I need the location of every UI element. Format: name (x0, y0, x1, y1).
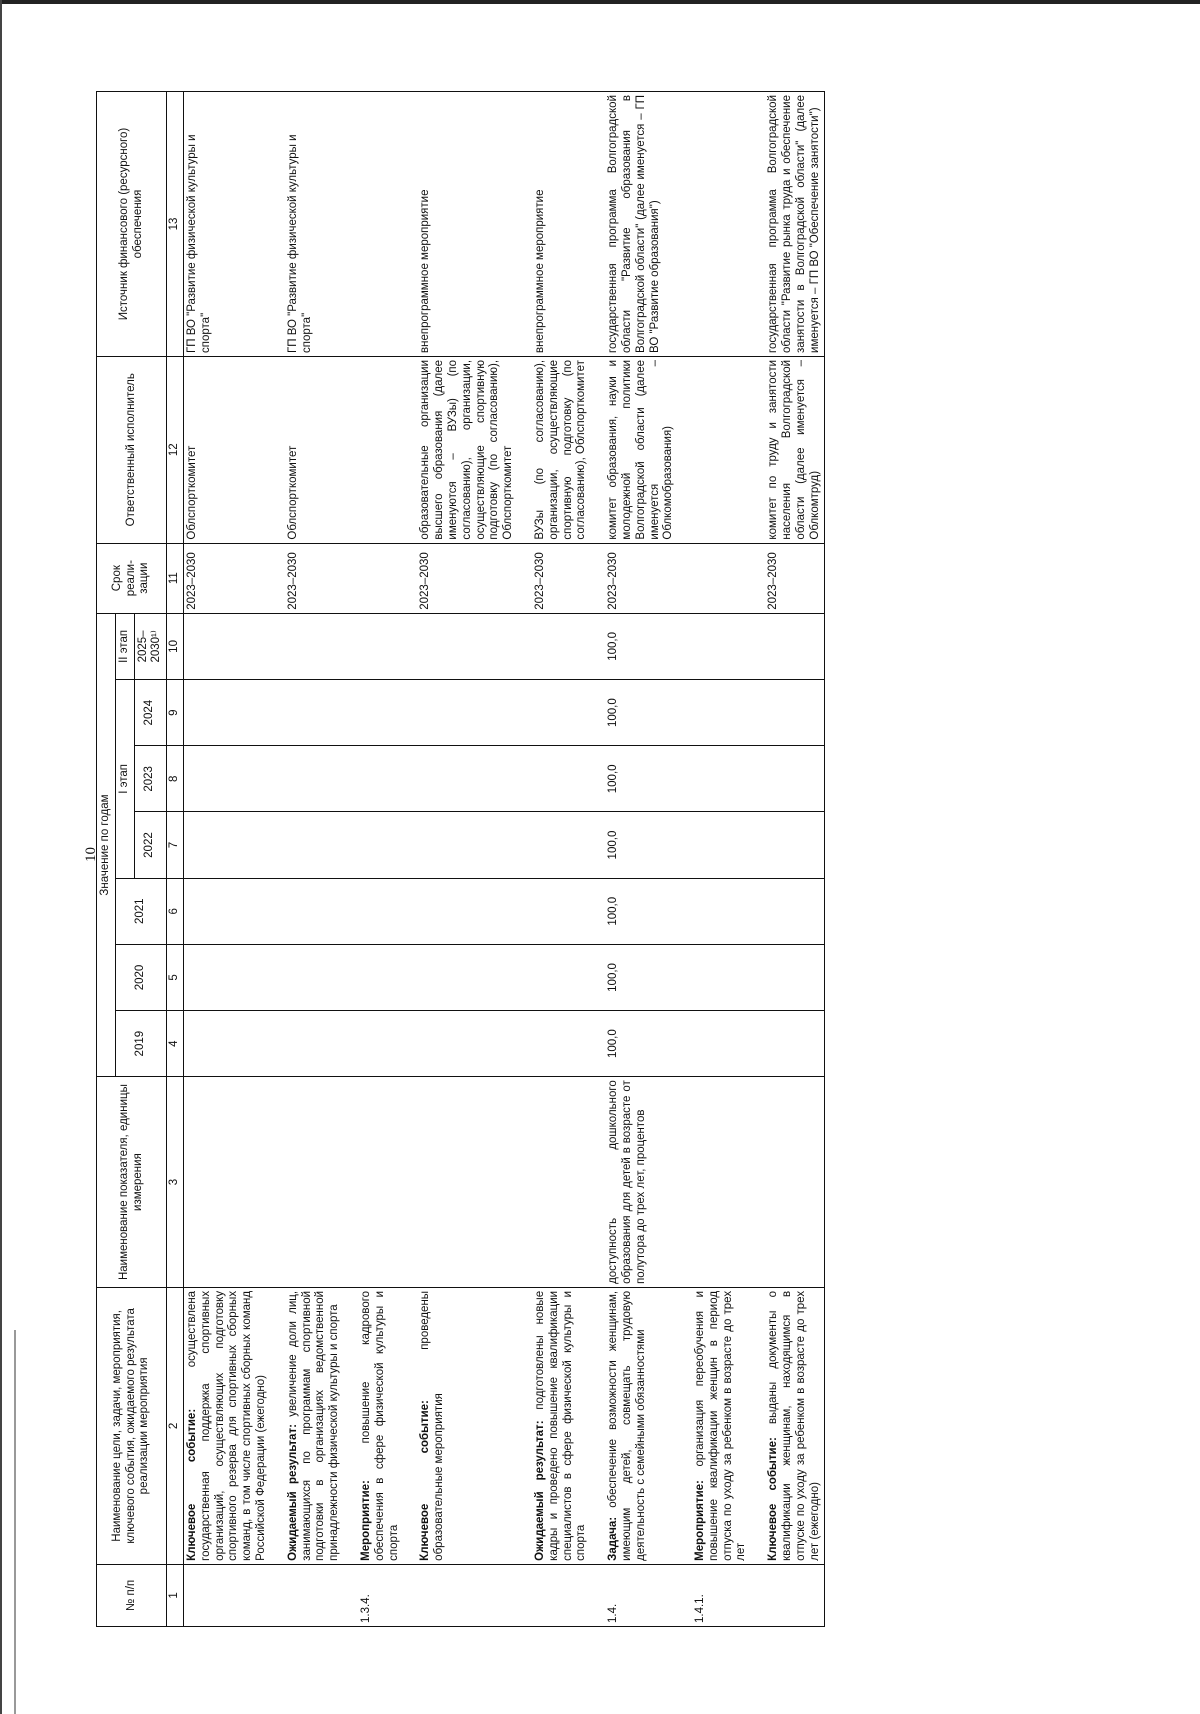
header-stage1: I этап (115, 680, 134, 879)
row-text: подготовлены новые кадры и проведено повышение квалификации специалистов в сфере физической культуры и спорта (533, 1290, 588, 1561)
colnum: 6 (167, 878, 184, 944)
row-executor: ВУЗы (по согласованию), организации, осуществляющие спортивную подготовку (по согласованию), Облспорткомитет (532, 356, 591, 543)
value-2025 (765, 613, 825, 679)
header-values: Значение по годам (97, 613, 116, 1076)
colnum: 7 (167, 812, 184, 878)
colnum: 4 (167, 1011, 184, 1077)
value-2019 (692, 1011, 751, 1077)
row-description (358, 1287, 403, 1564)
colnum: 1 (167, 1564, 184, 1626)
row-text: организация переобучения и повышение квалификации женщин в период отпуска по уходу за ребенком в возрасте до трех лет (694, 1290, 748, 1561)
row-source: ГП ВО "Развитие физической культуры и спорта" (285, 92, 344, 357)
value-2023: 100,0 (605, 746, 678, 812)
row-description (183, 1287, 270, 1564)
row-description (765, 1287, 825, 1564)
row-description (417, 1287, 518, 1564)
colnum: 12 (167, 356, 184, 543)
row-term: 2023–2030 (183, 543, 270, 613)
row-description (532, 1287, 591, 1564)
value-2025 (358, 613, 403, 679)
value-2019 (765, 1011, 825, 1077)
row-source: внепрограммное мероприятие (532, 92, 591, 357)
row-term (358, 543, 403, 613)
colnum: 11 (167, 543, 184, 613)
value-2025 (417, 613, 518, 679)
row-indicator (417, 1077, 518, 1288)
row-number: 1.3.4. (358, 1564, 403, 1626)
row-label: Ключевое событие: (767, 1437, 780, 1561)
value-2020 (692, 944, 751, 1010)
value-2021 (183, 878, 270, 944)
row-source: ГП ВО "Развитие физической культуры и спорта" (183, 92, 270, 357)
value-2023 (692, 746, 751, 812)
row-executor: комитет образования, науки и молодежной политики Волгоградской области (далее именуется – Облкомобразования) (605, 356, 678, 543)
header-2025: 2025–2030¹⁾ (134, 613, 167, 679)
value-2020 (532, 944, 591, 1010)
row-term: 2023–2030 (417, 543, 518, 613)
row-label: Ключевое событие: (419, 1400, 432, 1561)
row-source (358, 92, 403, 357)
row-number (285, 1564, 344, 1626)
header-2021: 2021 (115, 878, 166, 944)
value-2023 (417, 746, 518, 812)
row-number (183, 1564, 270, 1626)
header-2024: 2024 (134, 680, 167, 746)
value-2021 (765, 878, 825, 944)
value-2023 (285, 746, 344, 812)
value-2024 (183, 680, 270, 746)
value-2019 (417, 1011, 518, 1077)
value-2019 (532, 1011, 591, 1077)
value-2021 (692, 878, 751, 944)
row-number (417, 1564, 518, 1626)
value-2021 (417, 878, 518, 944)
value-2024 (692, 680, 751, 746)
header-2019: 2019 (115, 1011, 166, 1077)
header-2023: 2023 (134, 746, 167, 812)
row-label: Ожидаемый результат: (286, 1424, 299, 1561)
header-source: Источник финансового (ресурсного) обеспечения (97, 92, 167, 357)
row-label: Ключевое событие: (185, 1408, 198, 1561)
value-2023 (358, 746, 403, 812)
row-source: государственная программа Волгоградской области "Развитие рынка труда и обеспечение занятости в Волгоградской области" (далее именуется – ГП ВО "Обеспечение занятости") (765, 92, 825, 357)
scan-edge-top (0, 0, 1200, 4)
row-term: 2023–2030 (605, 543, 678, 613)
row-number (765, 1564, 825, 1626)
table-row (285, 92, 344, 1627)
row-description (285, 1287, 344, 1564)
value-2020: 100,0 (605, 944, 678, 1010)
value-2022 (183, 812, 270, 878)
colnum: 2 (167, 1287, 184, 1564)
value-2021: 100,0 (605, 878, 678, 944)
value-2020 (765, 944, 825, 1010)
value-2025: 100,0 (605, 613, 678, 679)
value-2020 (285, 944, 344, 1010)
row-indicator (285, 1077, 344, 1288)
value-2023 (532, 746, 591, 812)
row-text: обеспечение возможности женщинам, имеющим детей, совмещать трудовую деятельность с семейными обязанностями (607, 1290, 647, 1561)
row-executor (358, 356, 403, 543)
row-description (692, 1287, 751, 1564)
colnum: 5 (167, 944, 184, 1010)
row-term (692, 543, 751, 613)
value-2025 (183, 613, 270, 679)
colnum: 13 (167, 92, 184, 357)
row-text: проведены образовательные мероприятия (419, 1290, 446, 1561)
value-2022 (285, 812, 344, 878)
row-indicator (532, 1077, 591, 1288)
value-2020 (358, 944, 403, 1010)
value-2025 (692, 613, 751, 679)
header-indicator: Наименование показателя, единицы измерения (97, 1077, 167, 1288)
row-term: 2023–2030 (532, 543, 591, 613)
table-row (765, 92, 825, 1627)
row-indicator (692, 1077, 751, 1288)
row-label: Ожидаемый результат: (533, 1420, 546, 1561)
value-2019: 100,0 (605, 1011, 678, 1077)
row-indicator (183, 1077, 270, 1288)
value-2024 (765, 680, 825, 746)
table-row (358, 92, 403, 1627)
row-executor: комитет по труду и занятости населения Волгоградской области (далее именуется – Облкомтруд) (765, 356, 825, 543)
row-label: Мероприятие: (694, 1480, 707, 1561)
value-2020 (183, 944, 270, 1010)
header-name: Наименование цели, задачи, мероприятия, ключевого события, ожидаемого результата реализации мероприятия (97, 1287, 167, 1564)
colnum: 10 (167, 613, 184, 679)
row-label: Задача: (607, 1516, 620, 1561)
value-2019 (285, 1011, 344, 1077)
row-indicator (765, 1077, 825, 1288)
value-2019 (358, 1011, 403, 1077)
row-text: выданы документы о квалификации женщинам, находящимся в отпуске по уходу за ребенком в возрасте до трех лет (ежегодно) (767, 1290, 821, 1561)
value-2022 (765, 812, 825, 878)
row-term: 2023–2030 (285, 543, 344, 613)
row-text: увеличение доли лиц, занимающихся по программам спортивной подготовки в организациях ведомственной принадлежности физической культуры и спорта (286, 1290, 341, 1561)
row-indicator (358, 1077, 403, 1288)
value-2022 (358, 812, 403, 878)
value-2023 (183, 746, 270, 812)
header-2022: 2022 (134, 812, 167, 878)
value-2019 (183, 1011, 270, 1077)
header-2020: 2020 (115, 944, 166, 1010)
row-text: осуществлена государственная поддержка спортивных организаций, осуществляющих подготовку спортивного резерва для спортивных сборных команд, в том числе спортивных сборных команд Российской Федерации (ежегодно) (185, 1290, 267, 1561)
value-2021 (285, 878, 344, 944)
table-row (417, 92, 518, 1627)
colnum: 8 (167, 746, 184, 812)
row-executor: Облспорткомитет (285, 356, 344, 543)
row-number: 1.4. (605, 1564, 678, 1626)
row-source: внепрограммное мероприятие (417, 92, 518, 357)
row-source (692, 92, 751, 357)
value-2024: 100,0 (605, 680, 678, 746)
header-executor: Ответственный исполнитель (97, 356, 167, 543)
colnum: 3 (167, 1077, 184, 1288)
row-indicator: доступность дошкольного образования для детей в возрасте от полутора до трех лет, процентов (605, 1077, 678, 1288)
rotated-page-content (96, 91, 1056, 1627)
measures-table (96, 91, 825, 1627)
row-text: повышение кадрового обеспечения в сфере физической культуры и спорта (359, 1290, 400, 1561)
value-2024 (532, 680, 591, 746)
value-2025 (285, 613, 344, 679)
value-2024 (358, 680, 403, 746)
row-number (532, 1564, 591, 1626)
value-2021 (532, 878, 591, 944)
value-2023 (765, 746, 825, 812)
scan-edge-left (0, 0, 2, 1714)
table-row (692, 92, 751, 1627)
scan-edge-left-inner (14, 1330, 16, 1714)
value-2025 (532, 613, 591, 679)
header-term: Срок реали-зации (97, 543, 167, 613)
value-2022 (532, 812, 591, 878)
row-executor: образовательные организации высшего образования (далее именуются – ВУЗы) (по согласованию), организации, осуществляющие спортивную подготовку (по согласованию), Облспорткомитет (417, 356, 518, 543)
row-number: 1.4.1. (692, 1564, 751, 1626)
row-executor: Облспорткомитет (183, 356, 270, 543)
header-stage2: II этап (115, 613, 134, 679)
value-2021 (358, 878, 403, 944)
value-2022 (417, 812, 518, 878)
value-2022: 100,0 (605, 812, 678, 878)
row-term: 2023–2030 (765, 543, 825, 613)
value-2024 (417, 680, 518, 746)
table-row (532, 92, 591, 1627)
row-source: государственная программа Волгоградской области "Развитие образования в Волгоградской области" (далее именуется – ГП ВО "Развитие образования") (605, 92, 678, 357)
colnum: 9 (167, 680, 184, 746)
header-no: № п/п (97, 1564, 167, 1626)
row-description (605, 1287, 678, 1564)
table-row (605, 92, 678, 1627)
table-row (183, 92, 270, 1627)
page-number: 10 (83, 847, 99, 862)
value-2022 (692, 812, 751, 878)
row-label: Мероприятие: (359, 1480, 372, 1561)
row-executor (692, 356, 751, 543)
value-2020 (417, 944, 518, 1010)
value-2024 (285, 680, 344, 746)
